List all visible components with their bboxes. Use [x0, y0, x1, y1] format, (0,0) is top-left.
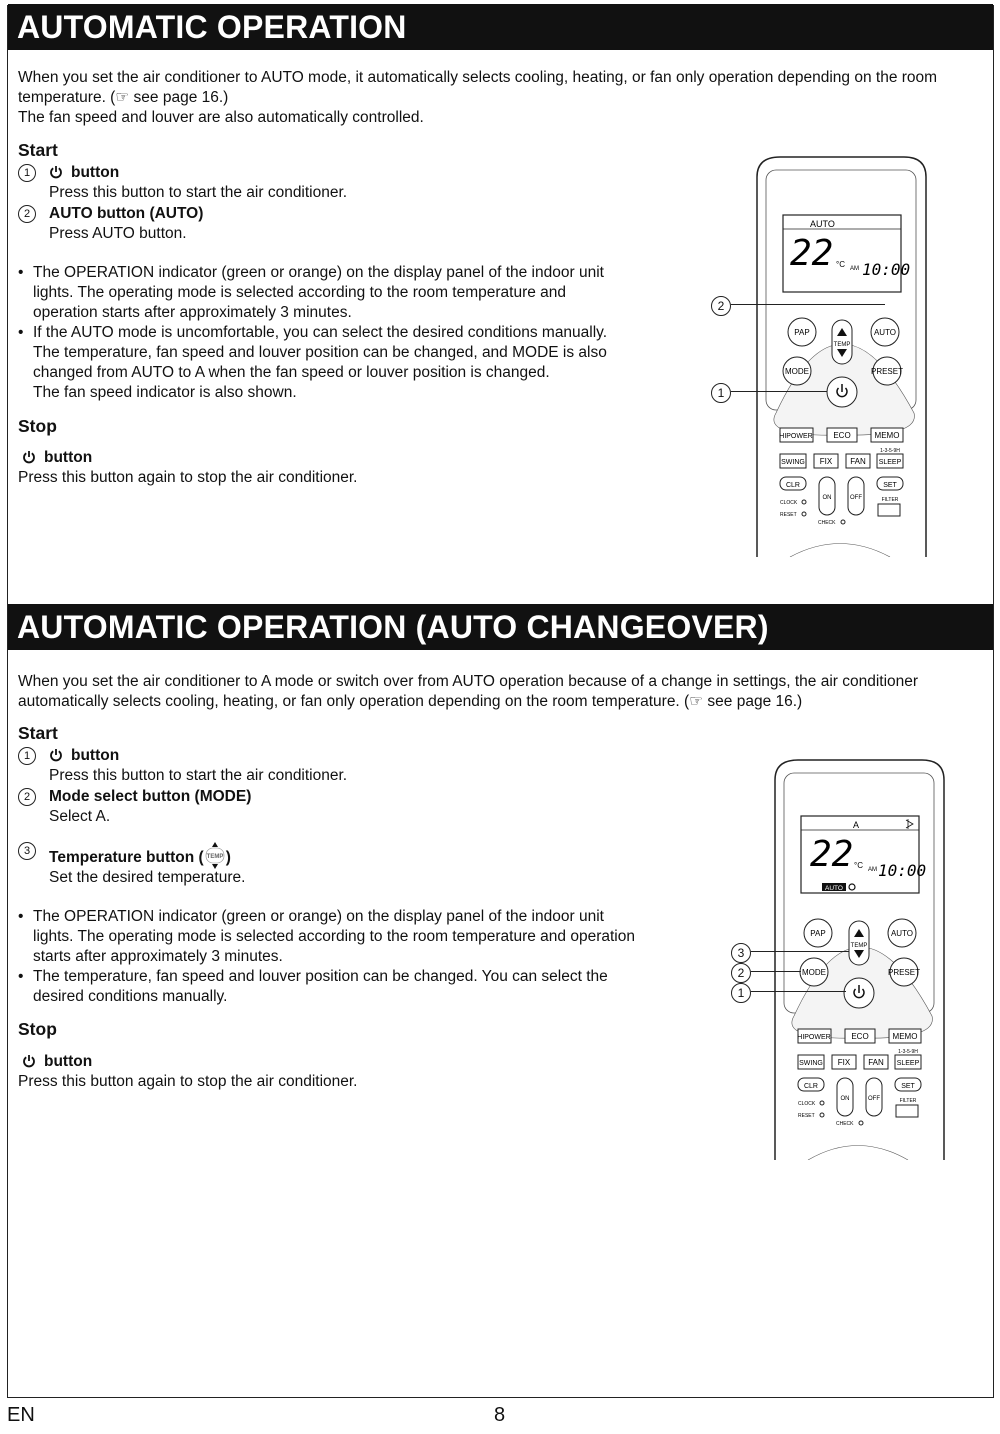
svg-text:SWING: SWING [781, 459, 805, 466]
display-mode: A [853, 820, 860, 830]
svg-text:HIPOWER: HIPOWER [779, 433, 813, 440]
display-time: 10:00 [862, 260, 911, 279]
note-item: • The temperature, fan speed and louver position can be changed. You can select the desired conditions manually. [18, 967, 635, 1007]
remote-illustration [718, 758, 958, 1160]
notes-list [18, 907, 635, 1007]
svg-text:AM: AM [868, 867, 877, 873]
callout-1: 1 [731, 983, 751, 1003]
step-title: Temperature button ( [49, 849, 204, 866]
svg-text:FAN: FAN [850, 457, 866, 466]
step-title: AUTO button (AUTO) [49, 205, 204, 222]
section-heading: AUTOMATIC OPERATION [8, 4, 993, 50]
svg-text:OFF: OFF [850, 495, 862, 501]
svg-text:AUTO: AUTO [890, 929, 914, 938]
svg-text:MEMO: MEMO [874, 431, 900, 440]
svg-text:FILTER: FILTER [881, 497, 899, 503]
svg-text:RESET: RESET [780, 512, 797, 518]
stop-heading: Stop [18, 416, 57, 436]
page-number: 8 [494, 1404, 506, 1426]
svg-text:PRESET: PRESET [887, 968, 921, 977]
svg-text:SLEEP: SLEEP [878, 459, 902, 466]
display-temp: 22 [810, 834, 854, 875]
svg-text:MEMO: MEMO [892, 1032, 918, 1041]
callout-line [751, 991, 846, 992]
step-desc: Press this button to start the air conditioner. [49, 767, 348, 784]
svg-text:ON: ON [822, 495, 832, 501]
svg-text:MODE: MODE [802, 968, 826, 977]
svg-text:SET: SET [901, 1083, 915, 1090]
step-number: 2 [18, 205, 36, 223]
step-title: button [71, 747, 120, 764]
callout-2: 2 [731, 963, 751, 983]
step-desc: Press this button to start the air conditioner. [49, 184, 348, 201]
svg-text:HIPOWER: HIPOWER [797, 1034, 831, 1041]
callout-1: 1 [711, 383, 731, 403]
svg-text:TEMP: TEMP [850, 943, 868, 949]
svg-text:SET: SET [883, 482, 897, 489]
step-number: 1 [18, 164, 36, 182]
svg-text:°C: °C [836, 260, 845, 269]
step-number: 3 [18, 842, 36, 860]
callout-line [751, 951, 849, 952]
section-heading: AUTOMATIC OPERATION (AUTO CHANGEOVER) [8, 604, 993, 650]
svg-text:AM: AM [850, 266, 859, 272]
note-item: • The OPERATION indicator (green or orange) on the display panel of the indoor unit lights. The operating mode is selected according to the room temperature and operation starts after approximately 3 minutes. [18, 907, 635, 967]
temp-icon [204, 841, 226, 871]
power-icon [22, 1054, 36, 1068]
intro-line: When you set the air conditioner to A mode or switch over from AUTO operation because of a change in settings, the air conditioner [18, 673, 919, 690]
svg-text:FIX: FIX [837, 1058, 851, 1067]
stop-button-label: button [22, 1052, 92, 1072]
intro-line: The fan speed and louver are also automatically controlled. [18, 109, 424, 126]
svg-text:ECO: ECO [833, 431, 851, 440]
display-mode: AUTO [810, 219, 835, 229]
svg-text:MODE: MODE [785, 367, 809, 376]
note-item: • The OPERATION indicator (green or orange) on the display panel of the indoor unit lights. The operating mode is selected according to the room temperature and operation starts after approximately 3 minutes. [18, 263, 607, 323]
svg-text:SWING: SWING [799, 1060, 823, 1067]
stop-heading: Stop [18, 1019, 57, 1039]
auto-badge: AUTO [825, 885, 843, 892]
callout-line [751, 971, 801, 972]
svg-text:CLOCK: CLOCK [780, 500, 798, 506]
svg-text:CLR: CLR [803, 1083, 819, 1090]
display-temp: 22 [790, 233, 834, 274]
svg-text:FILTER: FILTER [899, 1098, 917, 1104]
svg-text:RESET: RESET [798, 1113, 815, 1119]
svg-text:TEMP: TEMP [206, 854, 224, 860]
callout-3: 3 [731, 943, 751, 963]
remote-illustration [700, 155, 940, 557]
svg-text:PAP: PAP [794, 328, 810, 337]
svg-text:1-3-5-9H: 1-3-5-9H [898, 1049, 918, 1055]
display-time: 10:00 [878, 861, 927, 880]
svg-text:ECO: ECO [851, 1032, 869, 1041]
start-heading: Start [18, 140, 58, 160]
svg-text:°C: °C [854, 861, 863, 870]
svg-text:CLR: CLR [785, 482, 801, 489]
step-number: 2 [18, 788, 36, 806]
step-desc: Set the desired temperature. [49, 869, 246, 886]
callout-line [731, 304, 885, 305]
step-title: button [71, 164, 120, 181]
step-desc: Select A. [49, 808, 111, 825]
svg-text:AUTO: AUTO [873, 328, 897, 337]
power-icon [49, 748, 63, 762]
svg-text:1-3-5-9H: 1-3-5-9H [880, 448, 900, 454]
svg-text:TEMP: TEMP [833, 342, 851, 348]
svg-text:OFF: OFF [868, 1096, 880, 1102]
start-heading: Start [18, 723, 58, 743]
callout-2: 2 [711, 296, 731, 316]
svg-text:CHECK: CHECK [818, 520, 836, 526]
power-icon [49, 165, 63, 179]
intro-line: When you set the air conditioner to AUTO mode, it automatically selects cooling, heating, or fan only operation depending on the room [18, 69, 938, 86]
svg-text:PAP: PAP [810, 929, 826, 938]
step-title: Mode select button (MODE) [49, 788, 252, 805]
svg-text:CHECK: CHECK [836, 1121, 854, 1127]
intro-line: automatically selects cooling, heating, or fan only operation depending on the room temperature. (☞ see page 16.) [18, 693, 803, 710]
svg-text:CLOCK: CLOCK [798, 1101, 816, 1107]
language-code: EN [7, 1404, 35, 1426]
step-number: 1 [18, 747, 36, 765]
stop-desc: Press this button again to stop the air conditioner. [18, 469, 358, 486]
svg-text:SLEEP: SLEEP [896, 1060, 920, 1067]
stop-desc: Press this button again to stop the air conditioner. [18, 1073, 358, 1090]
svg-text:FAN: FAN [868, 1058, 884, 1067]
callout-line [731, 391, 827, 392]
intro-line: temperature. (☞ see page 16.) [18, 89, 229, 106]
svg-text:FIX: FIX [819, 457, 833, 466]
step-desc: Press AUTO button. [49, 225, 187, 242]
notes-list [18, 263, 607, 403]
svg-text:ON: ON [840, 1096, 850, 1102]
note-item: • If the AUTO mode is uncomfortable, you can select the desired conditions manually. The temperature, fan speed and louver position can be changed, and MODE is also changed from AUTO to A when the fan speed or louver position is changed. The fan speed indicator is also shown. [18, 323, 607, 403]
power-icon [22, 450, 36, 464]
svg-text:PRESET: PRESET [870, 367, 904, 376]
stop-button-label: button [22, 448, 92, 468]
